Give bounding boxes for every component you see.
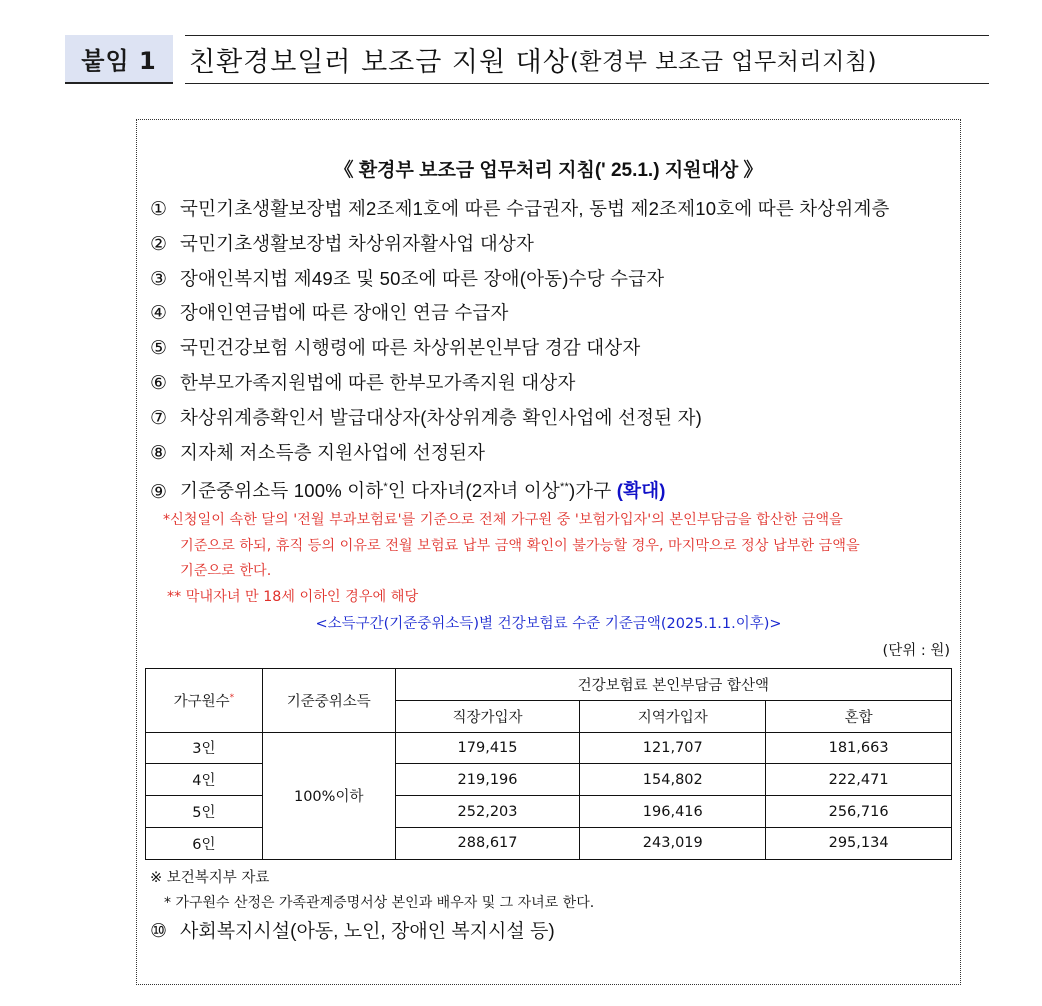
cell-household: 3인: [146, 732, 263, 764]
cell-median-income: 100%이하: [262, 732, 395, 859]
list-item: [150, 331, 960, 366]
item-text: 국민기초생활보장법 제2조제1호에 따른 수급권자, 동법 제2조제10호에 따른 차상위계층: [180, 198, 890, 219]
list-item: [150, 366, 960, 401]
item-number: ⑤: [150, 338, 168, 360]
source-note: ※ 보건복지부 자료: [150, 870, 270, 886]
list-item-multichild: [150, 470, 960, 505]
item-text: 국민건강보험 시행령에 따른 차상위본인부담 경감 대상자: [180, 337, 641, 359]
premium-table: [145, 668, 952, 860]
item-text: 국민기초생활보장법 차상위자활사업 대상자: [180, 232, 535, 254]
section-heading: 《 환경부 보조금 업무처리 지침(' 25.1.) 지원대상 》: [334, 160, 763, 181]
list-item: [150, 436, 960, 471]
list-item: [150, 262, 960, 297]
header-employee: 직장가입자: [395, 700, 580, 732]
item-number: ④: [150, 303, 168, 325]
table-unit: (단위 : 원): [882, 643, 950, 659]
cell-employee: 179,415: [395, 732, 580, 764]
list-item: [150, 227, 960, 262]
item-text-a: 기준중위소득 100% 이하: [180, 480, 384, 502]
item-number: ①: [150, 199, 168, 220]
header-median-income: 기준중위소득: [262, 669, 395, 733]
item-number: ⑧: [150, 442, 168, 464]
item-text-b: 인 다자녀(2자녀 이상: [387, 480, 560, 502]
expanded-badge: (확대): [616, 480, 666, 502]
item-number: ③: [150, 268, 168, 290]
table-header-row: [146, 669, 952, 701]
item-text: 사회복지시설(아동, 노인, 장애인 복지시설 등): [180, 921, 555, 942]
item-text: 지자체 저소득층 지원사업에 선정된자: [180, 441, 486, 463]
footnote-mark: *: [383, 481, 388, 494]
red-notes: [163, 508, 953, 610]
household-note: * 가구원수 산정은 가족관계증명서상 본인과 배우자 및 그 자녀로 한다.: [164, 895, 595, 911]
item-number: ⑦: [150, 407, 168, 429]
cell-employee: 252,203: [395, 796, 580, 828]
item-number: ⑩: [150, 921, 168, 942]
cell-household: 6인: [146, 827, 263, 859]
table-caption: <소득구간(기준중위소득)별 건강보험료 수준 기준금액(2025.1.1.이후)>: [315, 616, 782, 632]
page-title: [185, 35, 989, 84]
item-number: ⑨: [150, 481, 168, 503]
item-text: 차상위계층확인서 발급대상자(차상위계층 확인사업에 선정된 자): [180, 406, 703, 428]
item-text: 장애인연금법에 따른 장애인 연금 수급자: [180, 302, 509, 324]
table-row: [146, 732, 952, 764]
cell-regional: 196,416: [580, 796, 766, 828]
cell-household: 5인: [146, 796, 263, 828]
cell-employee: 219,196: [395, 764, 580, 796]
item-text: 한부모가족지원법에 따른 한부모가족지원 대상자: [180, 371, 576, 393]
header-mixed: 혼합: [766, 700, 952, 732]
eligibility-list: [150, 192, 960, 505]
title-sub: (환경부 보조금 업무처리지침): [569, 49, 878, 75]
cell-regional: 243,019: [580, 827, 766, 859]
item-text-c: )가구: [568, 480, 612, 502]
list-item: [150, 192, 960, 227]
item-number: ⑥: [150, 372, 168, 394]
list-item: [150, 915, 555, 949]
list-item: [150, 296, 960, 331]
note-1-line-2: 기준으로 하되, 휴직 등의 이유로 전월 보험료 납부 금액 확인이 불가능할 경우, 마지막으로 정상 납부한 금액을: [180, 537, 860, 554]
title-row: [65, 35, 989, 84]
header-premium-group: 건강보험료 본인부담금 합산액: [395, 669, 951, 701]
footnote-mark: **: [559, 481, 569, 494]
cell-employee: 288,617: [395, 827, 580, 859]
header-regional: 지역가입자: [580, 700, 766, 732]
title-main: 친환경보일러 보조금 지원 대상: [189, 47, 570, 78]
cell-mixed: 181,663: [766, 732, 952, 764]
cell-household: 4인: [146, 764, 263, 796]
cell-mixed: 256,716: [766, 796, 952, 828]
cell-mixed: 222,471: [766, 764, 952, 796]
note-1-line-3: 기준으로 한다.: [180, 563, 272, 579]
cell-regional: 121,707: [580, 732, 766, 764]
footnote-mark: *: [229, 692, 235, 703]
header-household: 가구원수*: [146, 669, 263, 733]
cell-regional: 154,802: [580, 764, 766, 796]
table-footnotes: [150, 866, 950, 916]
attachment-badge: 붙임 1: [65, 35, 173, 84]
cell-mixed: 295,134: [766, 827, 952, 859]
note-2: ** 막내자녀 만 18세 이하인 경우에 해당: [167, 588, 419, 605]
list-item: [150, 401, 960, 436]
note-1-line-1: *신청일이 속한 달의 '전월 부과보험료'를 기준으로 전체 가구원 중 '보험가입자'의 본인부담금을 합산한 금액을: [163, 512, 843, 528]
item-text: 장애인복지법 제49조 및 50조에 따른 장애(아동)수당 수급자: [180, 267, 665, 289]
item-number: ②: [150, 233, 168, 255]
